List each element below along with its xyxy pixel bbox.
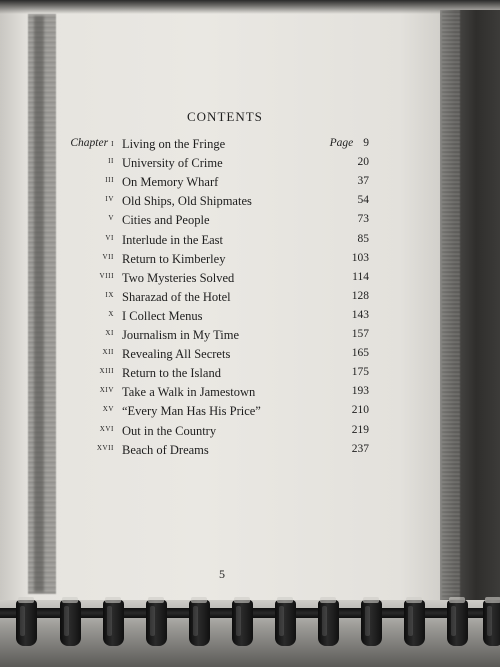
chapter-word: Chapter: [70, 137, 109, 149]
chapter-number: [100, 385, 114, 395]
page-word: Page: [329, 137, 354, 149]
page-number: [352, 347, 369, 359]
chapter-number: [103, 404, 114, 414]
chapter-number: [105, 290, 114, 300]
chapter-numeral: xi: [105, 328, 114, 338]
chapter-title: Old Ships, Old Shipmates: [122, 194, 252, 209]
toc-row: [0, 252, 440, 271]
toc-row: [0, 385, 440, 404]
chapter-number: [105, 175, 114, 185]
contents-heading: CONTENTS: [187, 109, 263, 124]
toc-row: [0, 366, 440, 385]
toc-row: [0, 328, 440, 347]
page-number: [352, 404, 369, 416]
toc-row: [0, 156, 440, 175]
chapter-numeral: vi: [105, 232, 114, 243]
page-number-value: 210: [351, 404, 369, 417]
chapter-numeral: xiii: [99, 366, 114, 377]
chapter-title: Return to the Island: [122, 366, 221, 381]
chapter-numeral: xiv: [99, 385, 114, 396]
chapter-numeral: xvi: [99, 423, 114, 434]
page-number: [352, 424, 369, 436]
page-number: [352, 309, 369, 321]
chapter-numeral: viii: [99, 270, 114, 281]
chapter-title: Two Mysteries Solved: [122, 270, 235, 285]
binding-tooth: [483, 600, 500, 646]
chapter-numeral: ix: [105, 289, 114, 300]
page-number: [352, 290, 369, 302]
page-number-value: 219: [351, 423, 369, 436]
toc-row: [0, 404, 440, 423]
binding-tooth: [60, 600, 81, 646]
page-number: [330, 137, 369, 149]
page-number-value: 9: [363, 137, 369, 149]
binding-tooth: [16, 600, 37, 646]
binding-tooth: [447, 600, 468, 646]
page-number: [358, 175, 370, 187]
chapter-title: Revealing All Secrets: [122, 347, 231, 362]
chapter-title: Return to Kimberley: [122, 251, 226, 266]
top-shadow: [0, 0, 500, 14]
page-number-value: 157: [351, 328, 369, 340]
page-number: [352, 252, 369, 264]
chapter-numeral: iv: [105, 194, 114, 205]
binding-tooth: [318, 600, 339, 646]
chapter-numeral: vii: [102, 251, 114, 262]
binding-tooth: [361, 600, 382, 646]
page-number-value: 193: [351, 385, 369, 398]
punch-hole: [105, 597, 121, 603]
chapter-title: Interlude in the East: [122, 232, 224, 247]
chapter-title: Out in the Country: [122, 423, 217, 438]
page-number-value: 143: [351, 308, 369, 321]
chapter-number: [70, 137, 114, 149]
punch-hole: [234, 597, 250, 603]
chapter-numeral: x: [108, 308, 114, 319]
toc-row: [0, 137, 440, 156]
page-number: [358, 233, 370, 245]
punch-hole: [363, 597, 379, 603]
page-number-value: 114: [352, 270, 369, 283]
chapter-title: Journalism in My Time: [122, 328, 240, 342]
chapter-numeral: xv: [102, 404, 114, 415]
chapter-number: [102, 252, 114, 262]
chapter-numeral: iii: [105, 175, 114, 186]
page-number-value: 165: [351, 347, 369, 360]
page-number: [352, 328, 369, 340]
chapter-title: University of Crime: [122, 156, 223, 171]
chapter-number: [100, 424, 114, 434]
page-number-value: 85: [357, 232, 369, 245]
page-number-value: 54: [357, 194, 369, 207]
page-number: [352, 271, 369, 283]
toc-row: [0, 271, 440, 290]
chapter-number: [105, 328, 114, 338]
toc-row: [0, 233, 440, 252]
chapter-number: [102, 347, 114, 357]
chapter-numeral: xii: [102, 347, 114, 358]
chapter-title: On Memory Wharf: [122, 175, 219, 190]
toc-row: [0, 424, 440, 443]
page-number: [352, 443, 369, 455]
toc-row: [0, 213, 440, 232]
page-number-value: 103: [351, 251, 369, 264]
chapter-title: Cities and People: [122, 213, 210, 228]
page-number-value: 73: [357, 213, 369, 226]
page-number: [352, 385, 369, 397]
binding-tooth: [275, 600, 296, 646]
toc-row: [0, 175, 440, 194]
page-number: [352, 366, 369, 378]
chapter-number: [105, 194, 114, 204]
folio-page-number: 5: [219, 567, 225, 581]
page-number-value: 128: [351, 289, 369, 302]
chapter-title: I Collect Menus: [122, 308, 203, 323]
punch-hole: [320, 597, 336, 603]
punch-hole: [148, 597, 164, 603]
punch-hole: [18, 597, 34, 603]
binding-tooth: [404, 600, 425, 646]
page-number: [358, 156, 370, 168]
page-number: [358, 194, 370, 206]
chapter-numeral: ii: [108, 156, 114, 167]
chapter-number: [105, 233, 114, 243]
right-page-stack-texture: [442, 10, 460, 600]
chapter-number: [108, 213, 114, 223]
page-number-value: 175: [351, 366, 369, 379]
punch-hole: [277, 597, 293, 603]
punch-hole: [191, 597, 207, 603]
binding-tooth: [232, 600, 253, 646]
toc-row: [0, 309, 440, 328]
chapter-number: [108, 309, 114, 319]
binding-tooth: [189, 600, 210, 646]
punch-hole: [449, 597, 465, 603]
punch-hole: [485, 597, 500, 603]
binding-tooth: [103, 600, 124, 646]
page-number-value: 237: [351, 442, 369, 455]
chapter-title: Sharazad of the Hotel: [122, 289, 231, 304]
chapter-numeral: xvii: [96, 442, 114, 453]
punch-hole: [62, 597, 78, 603]
chapter-number: [108, 156, 114, 166]
toc-row: [0, 443, 440, 462]
chapter-title: “Every Man Has His Price”: [122, 404, 261, 419]
page-number-value: 20: [357, 156, 369, 169]
toc-row: [0, 194, 440, 213]
binding-tooth: [146, 600, 167, 646]
chapter-number: [100, 271, 114, 281]
chapter-number: [100, 366, 114, 376]
chapter-title: Beach of Dreams: [122, 442, 209, 457]
chapter-title: Living on the Fringe: [122, 137, 226, 151]
page-number-value: 37: [357, 175, 369, 188]
chapter-title: Take a Walk in Jamestown: [122, 385, 256, 400]
chapter-numeral: i: [111, 139, 114, 149]
punch-hole: [406, 597, 422, 603]
chapter-numeral: v: [108, 213, 114, 224]
toc-row: [0, 290, 440, 309]
page-number: [358, 213, 370, 225]
chapter-number: [97, 443, 114, 453]
toc-row: [0, 347, 440, 366]
